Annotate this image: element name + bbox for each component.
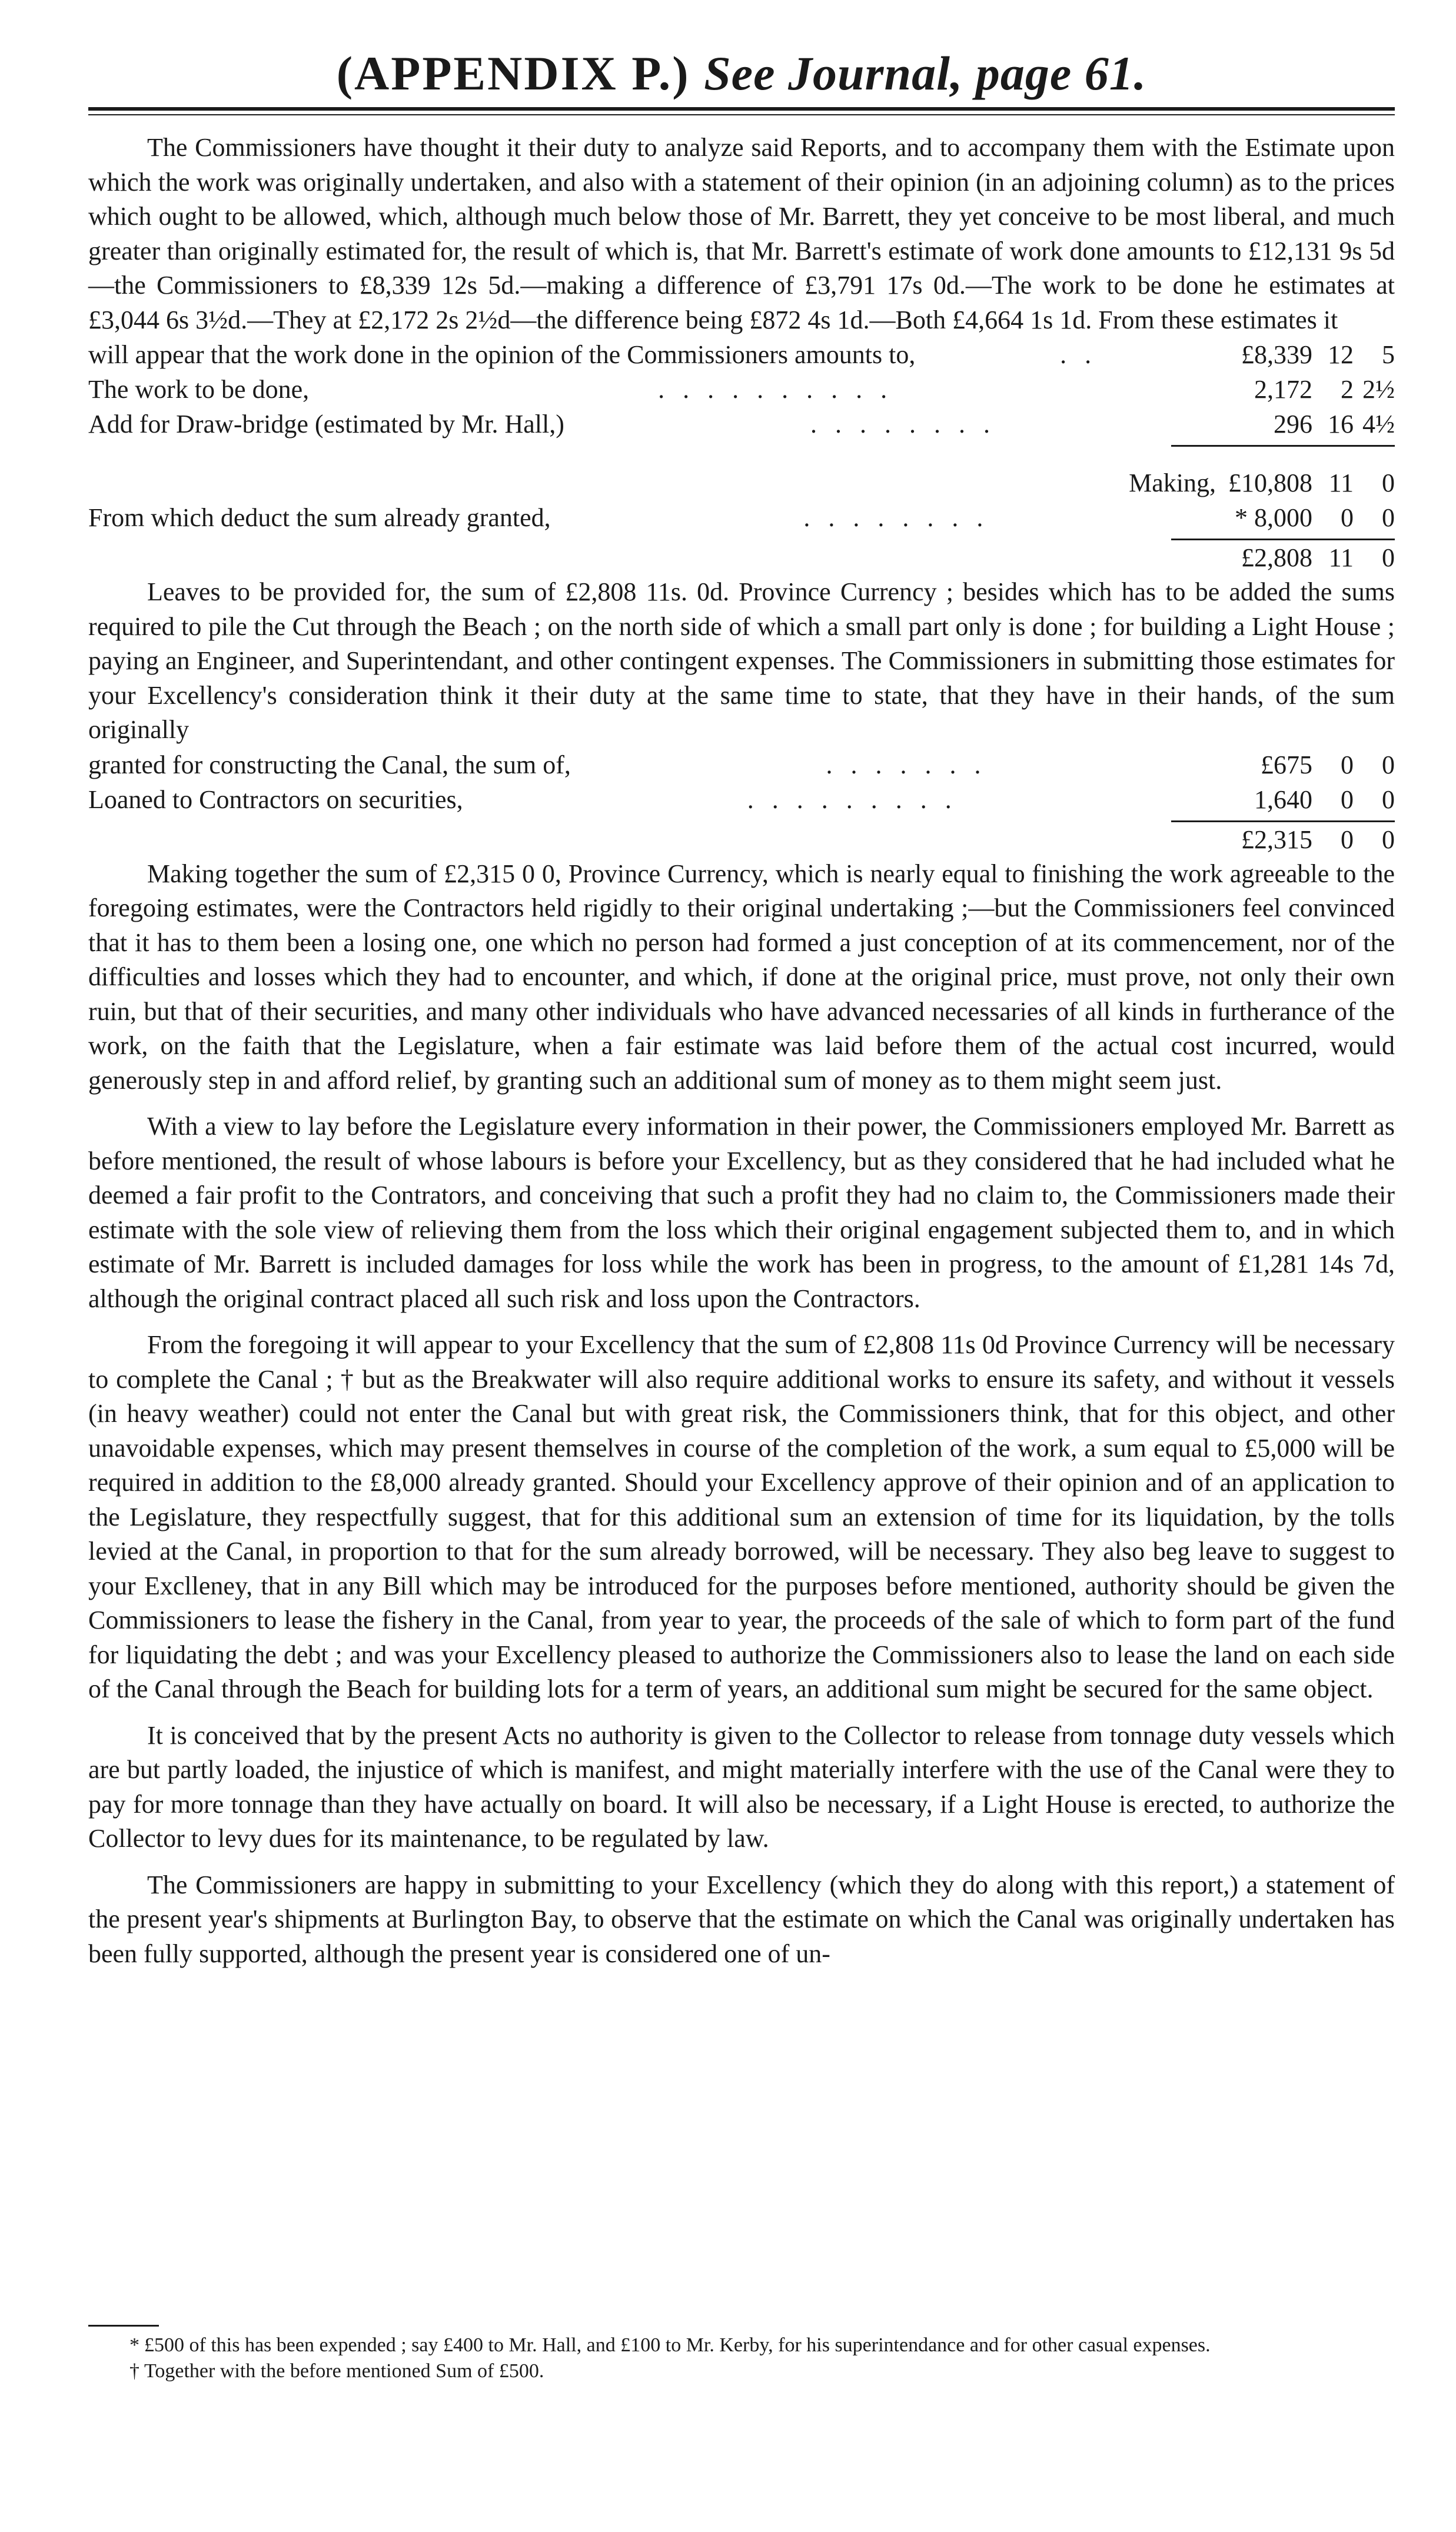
footnote-dagger: † Together with the before mentioned Sum of £500. — [129, 2360, 544, 2382]
paragraph-tonnage: It is conceived that by the present Acts no authority is given to the Collector to release from tonnage duty vessels which are but partly loaded, the injustice of which is manifest, and might materially interfere with the use of the Canal were they to pay for more tonnage than they have actually on board. It will also be necessary, if a Light House is erected, to authorize the Collector to levy dues for its maintenance, to be regulated by law. — [88, 1720, 1395, 1853]
paragraph-contractors: Making together the sum of £2,315 0 0, Province Currency, which is nearly equal to finishing the work agreeable to the foregoing estimates, were the Contractors held rigidly to their original undertaking ;—but the Commissioners feel convinced that it has to them been a losing one, one which no person had formed a just conception of at its commencement, nor of the difficulties and losses which they had to encounter, and which, if done at the original price, must prove, not only their own ruin, but that of their securities, and many other individuals who have advanced necessaries of all kinds in furtherance of the work, on the faith that the Legislature, when a fair estimate was laid before them of the actual cost incurred, would generously step in and afford relief, by granting such an additional sum of money as to them might seem just. — [88, 859, 1395, 1095]
ledger-row-granted: granted for constructing the Canal, the sum of, . . . . . . . £675 0 0 — [88, 747, 1395, 782]
ledger-row-balance: £2,808 11 0 — [1241, 543, 1395, 573]
leader-dots: . . . . . . . — [826, 750, 987, 779]
footnote-asterisk: * £500 of this has been expended ; say £400 to Mr. Hall, and £100 to Mr. Kerby, for his superintendance and for other casual expenses. — [129, 2334, 1211, 2356]
footnotes — [88, 2325, 1395, 2384]
page-header — [88, 47, 1395, 100]
leader-dots: . . . . . . . . . — [747, 785, 958, 814]
footnote-rule — [88, 2325, 159, 2327]
ledger-row-draw-bridge: Add for Draw-bridge (estimated by Mr. Hall,) . . . . . . . . 296 16 4½ — [88, 407, 1395, 441]
funds-ledger — [88, 747, 1395, 857]
leader-dots: . . . . . . . . — [803, 503, 989, 533]
ledger-row-work-to-do: The work to be done, . . . . . . . . . . 2,172 2 2½ — [88, 372, 1395, 407]
ledger-row-deduct: From which deduct the sum already granted, . . . . . . . . * 8,000 0 0 — [88, 500, 1395, 535]
ledger-row-loaned: Loaned to Contractors on securities, . . . . . . . . . 1,640 0 0 — [88, 782, 1395, 817]
page-body — [88, 47, 1395, 1971]
header-rule-thick — [88, 107, 1395, 111]
paragraph-analysis: The Commissioners have thought it their duty to analyze said Reports, and to accompany them with the Estimate upon which the work was originally undertaken, and also with a statement of their opinion (in an adjoining column) as to the prices which ought to be allowed, which, although much below those of Mr. Barrett, they yet conceive to be most liberal, and much greater than originally estimated for, the result of which is, that Mr. Barrett's estimate of work done amounts to £12,131 9s 5d—the Commissioners to £8,339 12s 5d.—making a difference of £3,791 17s 0d.—The work to be done he estimates at £3,044 6s 3½d.—They at £2,172 2s 2½d—the difference being £872 4s 1d.—Both £4,664 1s 1d. From these estimates it — [88, 133, 1395, 334]
leader-dots: . . . . . . . . — [810, 410, 996, 439]
paragraph-barrett: With a view to lay before the Legislature every information in their power, the Commissioners employed Mr. Barrett as before mentioned, the result of whose labours is before your Excellency, but as they considered that he had included what he deemed a fair profit to the Contrators, and conceiving that such a profit they had no claim to, the Commissioners made their estimate with the sole view of relieving them from the loss which their original engagement subjected them to, and in which estimate of Mr. Barrett is included damages for loss while the work has been in progress, to the amount of £1,281 14s 7d, although the original contract placed all such risk and loss upon the Contractors. — [88, 1112, 1395, 1313]
header-rule-thin — [88, 114, 1395, 115]
leader-dots: . . . . . . . . . . — [658, 375, 893, 404]
paragraph-additional-sum: From the foregoing it will appear to your Excellency that the sum of £2,808 11s 0d Province Currency will be necessary to complete the Canal ; † but as the Breakwater will also require additional works to ensure its safety, and without it vessels (in heavy weather) could not enter the Canal but with great risk, the Commissioners think, that for this object, and other unavoidable expenses, which may present themselves in course of the completion of the work, a sum equal to £5,000 will be required in addition to the £8,000 already granted. Should your Excellency approve of their opinion and of an application to the Legislature, they respectfully suggest, that for this additional sum an extension of time for its liquidation, by the tolls levied at the Canal, in proportion to that for the sum already borrowed, will be necessary. They also beg leave to suggest to your Exclleney, that in any Bill which may be introduced for the purposes before mentioned, authority should be given the Commissioners to lease the fishery in the Canal, from year to year, the proceeds of the sale of which to form part of the fund for liquidating the debt ; and was your Excellency pleased to authorize the Commissioners also to lease the land on each side of the Canal through the Beach for building lots for a term of years, an additional sum might be secured for the same object. — [88, 1330, 1395, 1704]
leader-dots: . . — [1060, 340, 1098, 370]
ledger-row-funds-total: £2,315 0 0 — [1241, 825, 1395, 854]
paragraph-provision: Leaves to be provided for, the sum of £2,808 11s. 0d. Province Currency ; besides which has to be added the sums required to pile the Cut through the Beach ; on the north side of which a small part only is done ; for building a Light House ; paying an Engineer, and Superintendant, and other contingent expenses. The Commissioners in submitting those estimates for your Excellency's consideration think it their duty at the same time to state, that they have in their hands, of the sum originally — [88, 577, 1395, 745]
estimate-ledger — [88, 337, 1395, 575]
journal-reference: See Journal, page 61. — [704, 46, 1147, 100]
ledger-row-work-done: will appear that the work done in the opinion of the Commissioners amounts to, . . £8,339 12 5 — [88, 337, 1395, 372]
appendix-title: (APPENDIX P.) — [336, 46, 690, 100]
paragraph-shipments: The Commissioners are happy in submitting to your Excellency (which they do along with this report,) a statement of the present year's shipments at Burlington Bay, to observe that the estimate on which the Canal was originally undertaken has been fully supported, although the present year is considered one of un- — [88, 1870, 1395, 1968]
ledger-row-making: Making, £10,808 11 0 — [1129, 468, 1395, 498]
